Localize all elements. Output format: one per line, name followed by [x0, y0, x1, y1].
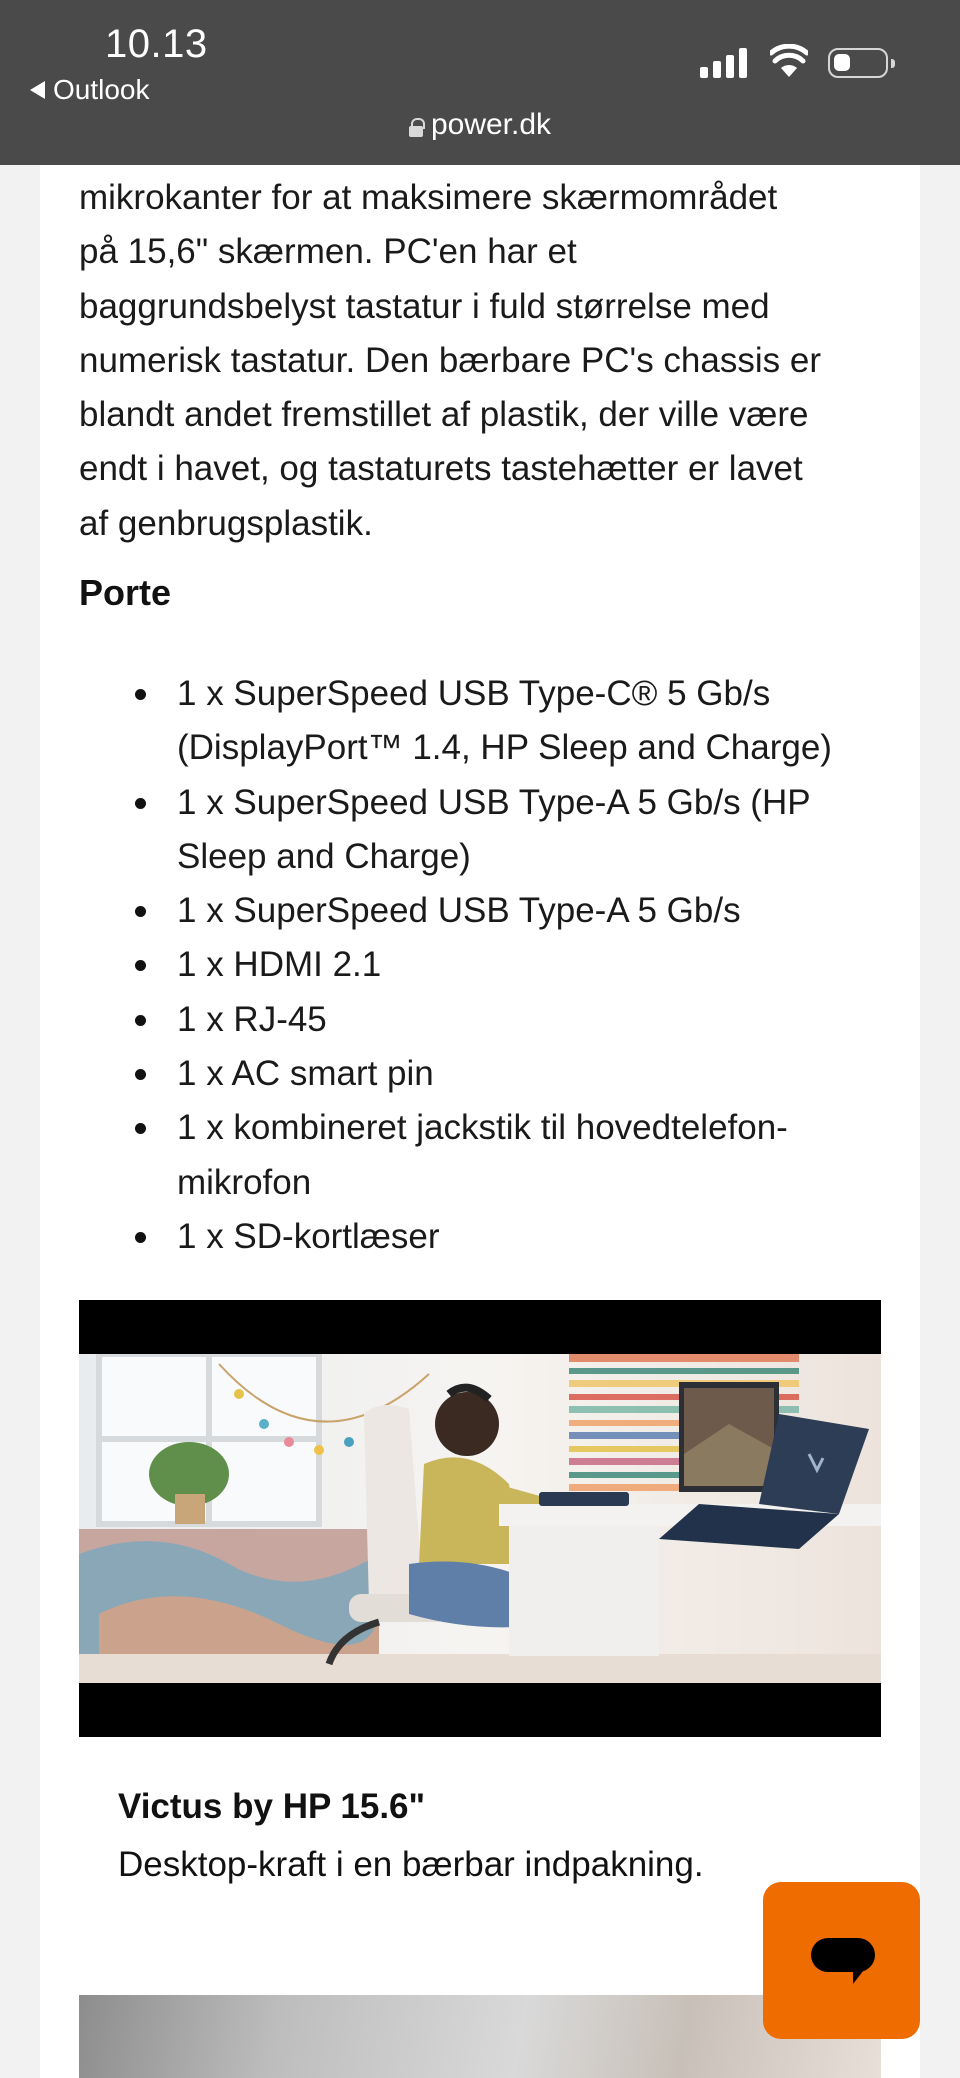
- back-app-label: Outlook: [53, 74, 150, 105]
- product-hero-image: [79, 1300, 881, 1737]
- gaming-setup-illustration: [79, 1354, 881, 1683]
- address-bar[interactable]: [0, 108, 960, 142]
- ports-list: [79, 667, 899, 1264]
- list-item-line: 1 x RJ-45: [177, 999, 327, 1039]
- product-subtitle: Desktop-kraft i en bærbar indpakning.: [118, 1845, 704, 1884]
- paragraph-line: baggrundsbelyst tastatur i fuld størrelse med: [79, 286, 770, 326]
- list-item-line: mikrofon: [177, 1162, 312, 1202]
- list-item-line: 1 x kombineret jackstik til hovedtelefon-: [177, 1108, 788, 1148]
- list-item: [79, 776, 899, 885]
- description-paragraph: [79, 171, 899, 551]
- list-item: [79, 993, 899, 1047]
- paragraph-line: blandt andet fremstillet af plastik, der ville være: [79, 395, 809, 435]
- list-item-line: 1 x SuperSpeed USB Type-C® 5 Gb/s: [177, 674, 771, 713]
- cellular-signal-icon: [700, 48, 747, 78]
- list-item-line: Sleep and Charge): [177, 836, 471, 876]
- list-item-line: (DisplayPort™ 1.4, HP Sleep and Charge): [177, 728, 832, 768]
- chat-bubble-tail: [853, 1966, 867, 1984]
- url-text: power.dk: [430, 108, 552, 141]
- back-to-app-button[interactable]: [30, 74, 150, 106]
- list-item: [79, 1210, 899, 1264]
- list-item: [79, 938, 899, 992]
- paragraph-line: endt i havet, og tastaturets tastehætter er lavet: [79, 449, 803, 489]
- list-item: [79, 667, 899, 776]
- list-item-line: 1 x SuperSpeed USB Type-A 5 Gb/s (HP: [177, 782, 811, 822]
- product-title: Victus by HP 15.6": [118, 1787, 426, 1826]
- back-arrow-icon: [30, 81, 45, 99]
- list-item: [79, 884, 899, 938]
- list-item-line: 1 x SuperSpeed USB Type-A 5 Gb/s: [177, 891, 741, 931]
- list-item: [79, 1047, 899, 1101]
- ports-heading: Porte: [79, 572, 172, 613]
- paragraph-line: på 15,6" skærmen. PC'en har et: [79, 232, 577, 272]
- lock-icon: [409, 118, 423, 136]
- list-item-line: 1 x SD-kortlæser: [177, 1216, 440, 1256]
- product-image-partial: [79, 1995, 881, 2078]
- battery-icon: [828, 48, 888, 78]
- list-item-line: 1 x AC smart pin: [177, 1054, 434, 1094]
- list-item-line: 1 x HDMI 2.1: [177, 945, 382, 985]
- page-content: [40, 165, 920, 2078]
- wifi-icon: [770, 44, 808, 78]
- paragraph-line: numerisk tastatur. Den bærbare PC's chassis er: [79, 340, 821, 380]
- paragraph-line: mikrokanter for at maksimere skærmområdet: [79, 178, 778, 217]
- clock: 10.13: [105, 22, 208, 66]
- chat-button[interactable]: [763, 1882, 920, 2039]
- status-bar: [0, 0, 960, 165]
- paragraph-line: af genbrugsplastik.: [79, 503, 373, 543]
- list-item: [79, 1101, 899, 1210]
